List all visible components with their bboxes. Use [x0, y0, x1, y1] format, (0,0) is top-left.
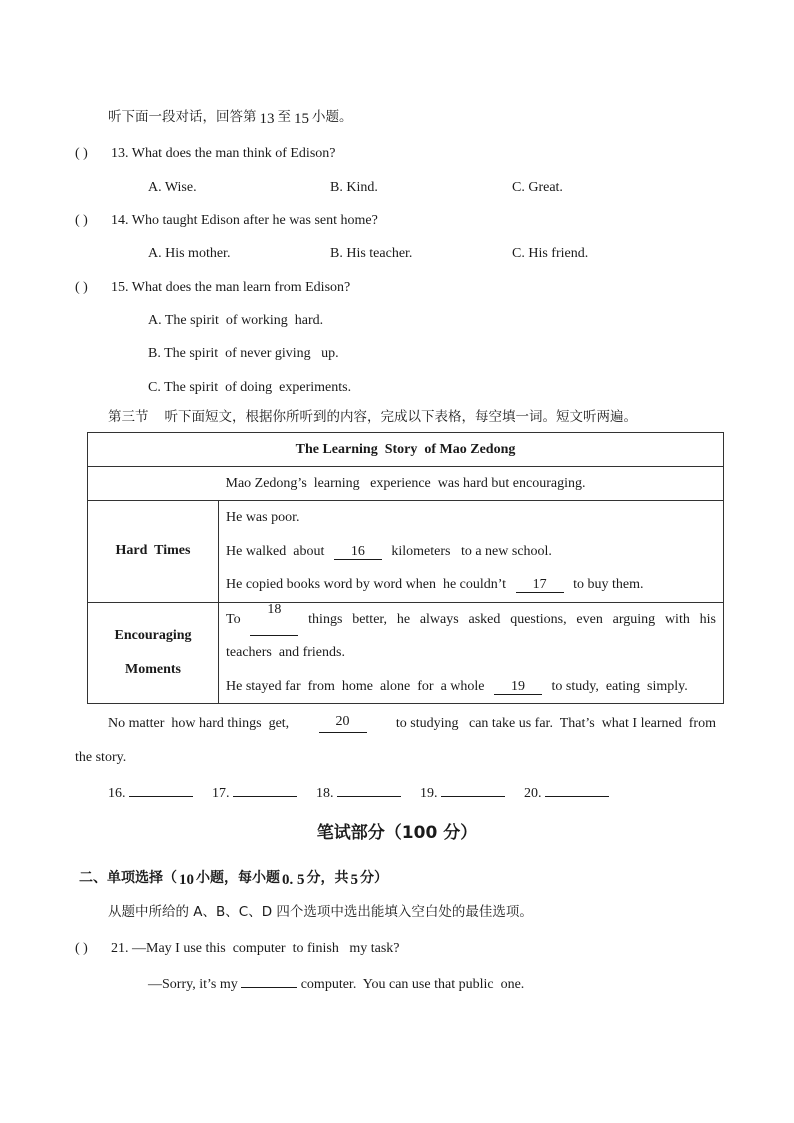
blank-18[interactable]: 18	[250, 603, 298, 637]
intro-num-a: 13	[259, 111, 275, 127]
section3-instruction	[108, 408, 637, 426]
question-stem: 21. —May I use this computer to finish my task?	[111, 941, 400, 956]
question-15	[75, 279, 350, 297]
section3-label: 第三节	[108, 409, 149, 425]
question-14	[75, 212, 378, 230]
question-21	[75, 940, 400, 958]
option-c: C. Great.	[512, 180, 563, 195]
question-stem: 14. Who taught Edison after he was sent home?	[111, 213, 378, 228]
option-c: C. His friend.	[512, 246, 589, 261]
section2-heading: 二、单项选择（ 10 小题，每小题 0. 5 分，共 5 分）	[79, 870, 388, 888]
answer-parens[interactable]: ( )	[75, 146, 88, 161]
question-13	[75, 145, 335, 163]
hard-times-header: Hard Times	[88, 501, 219, 603]
encouraging-header-2: Moments	[125, 661, 181, 677]
intro-text-b: 至	[277, 109, 291, 125]
question-stem: 13. What does the man think of Edison?	[111, 146, 336, 161]
answer-parens[interactable]: ( )	[75, 213, 88, 228]
table-title: The Learning Story of Mao Zedong	[88, 433, 724, 467]
option-a: A. Wise.	[148, 180, 197, 195]
hard-times-line-1: He was poor.	[226, 510, 300, 525]
answer-blank-20[interactable]: 20.	[524, 782, 609, 803]
answer-blank-18[interactable]: 18.	[316, 782, 401, 803]
intro-text-a: 听下面一段对话，回答第	[108, 109, 257, 125]
hard-times-line-3: He copied books word by word when he couldn’t 17 to buy them.	[226, 577, 644, 592]
encouraging-content	[219, 602, 724, 704]
section3-text: 听下面短文，根据你所听到的内容，完成以下表格，每空填一词。短文听两遍。	[164, 409, 637, 425]
option-b: B. His teacher.	[330, 246, 413, 261]
encouraging-line-1: To 18 things better, he always asked questions, even arguing with his	[226, 603, 716, 637]
question-stem: 15. What does the man learn from Edison?	[111, 280, 351, 295]
encouraging-header	[88, 602, 219, 704]
encouraging-line-2: teachers and friends.	[226, 645, 345, 660]
answer-blank-19[interactable]: 19.	[420, 782, 505, 803]
option-b: B. Kind.	[330, 180, 378, 195]
option-c: C. The spirit of doing experiments.	[148, 380, 352, 395]
table-subtitle: Mao Zedong’s learning experience was hard but encouraging.	[88, 467, 724, 501]
intro-text-c: 小题。	[312, 109, 353, 125]
blank-17[interactable]: 17	[516, 578, 564, 593]
part-intro	[108, 108, 353, 126]
blank-16[interactable]: 16	[334, 545, 382, 560]
section2-instruction: 从题中所给的 A、B、C、D 四个选项中选出能填入空白处的最佳选项。	[108, 904, 533, 920]
after-table-line-2: the story.	[75, 750, 127, 765]
hard-times-content	[219, 501, 724, 603]
answer-parens[interactable]: ( )	[75, 280, 88, 295]
written-part-title: 笔试部分（100 分）	[316, 823, 478, 843]
q21-blank[interactable]	[241, 973, 297, 988]
blank-19[interactable]: 19	[494, 680, 542, 695]
answer-parens[interactable]: ( )	[75, 941, 88, 956]
blank-20[interactable]: 20	[319, 715, 367, 733]
question-21-dialogue: —Sorry, it’s my computer. You can use that public one.	[148, 973, 524, 994]
learning-story-table	[87, 432, 724, 704]
hard-times-line-2: He walked about 16 kilometers to a new school.	[226, 543, 552, 559]
option-a: A. The spirit of working hard.	[148, 313, 324, 328]
encouraging-line-3: He stayed far from home alone for a whole 19 to study, eating simply.	[226, 678, 688, 694]
answer-blank-16[interactable]: 16.	[108, 782, 193, 803]
option-a: A. His mother.	[148, 246, 231, 261]
encouraging-header-1: Encouraging	[114, 628, 192, 644]
after-table-line-1: No matter how hard things get, 20 to studying can take us far. That’s what I learned from	[108, 714, 716, 731]
option-b: B. The spirit of never giving up.	[148, 346, 339, 361]
intro-num-b: 15	[294, 111, 309, 127]
answer-blank-17[interactable]: 17.	[212, 782, 297, 803]
